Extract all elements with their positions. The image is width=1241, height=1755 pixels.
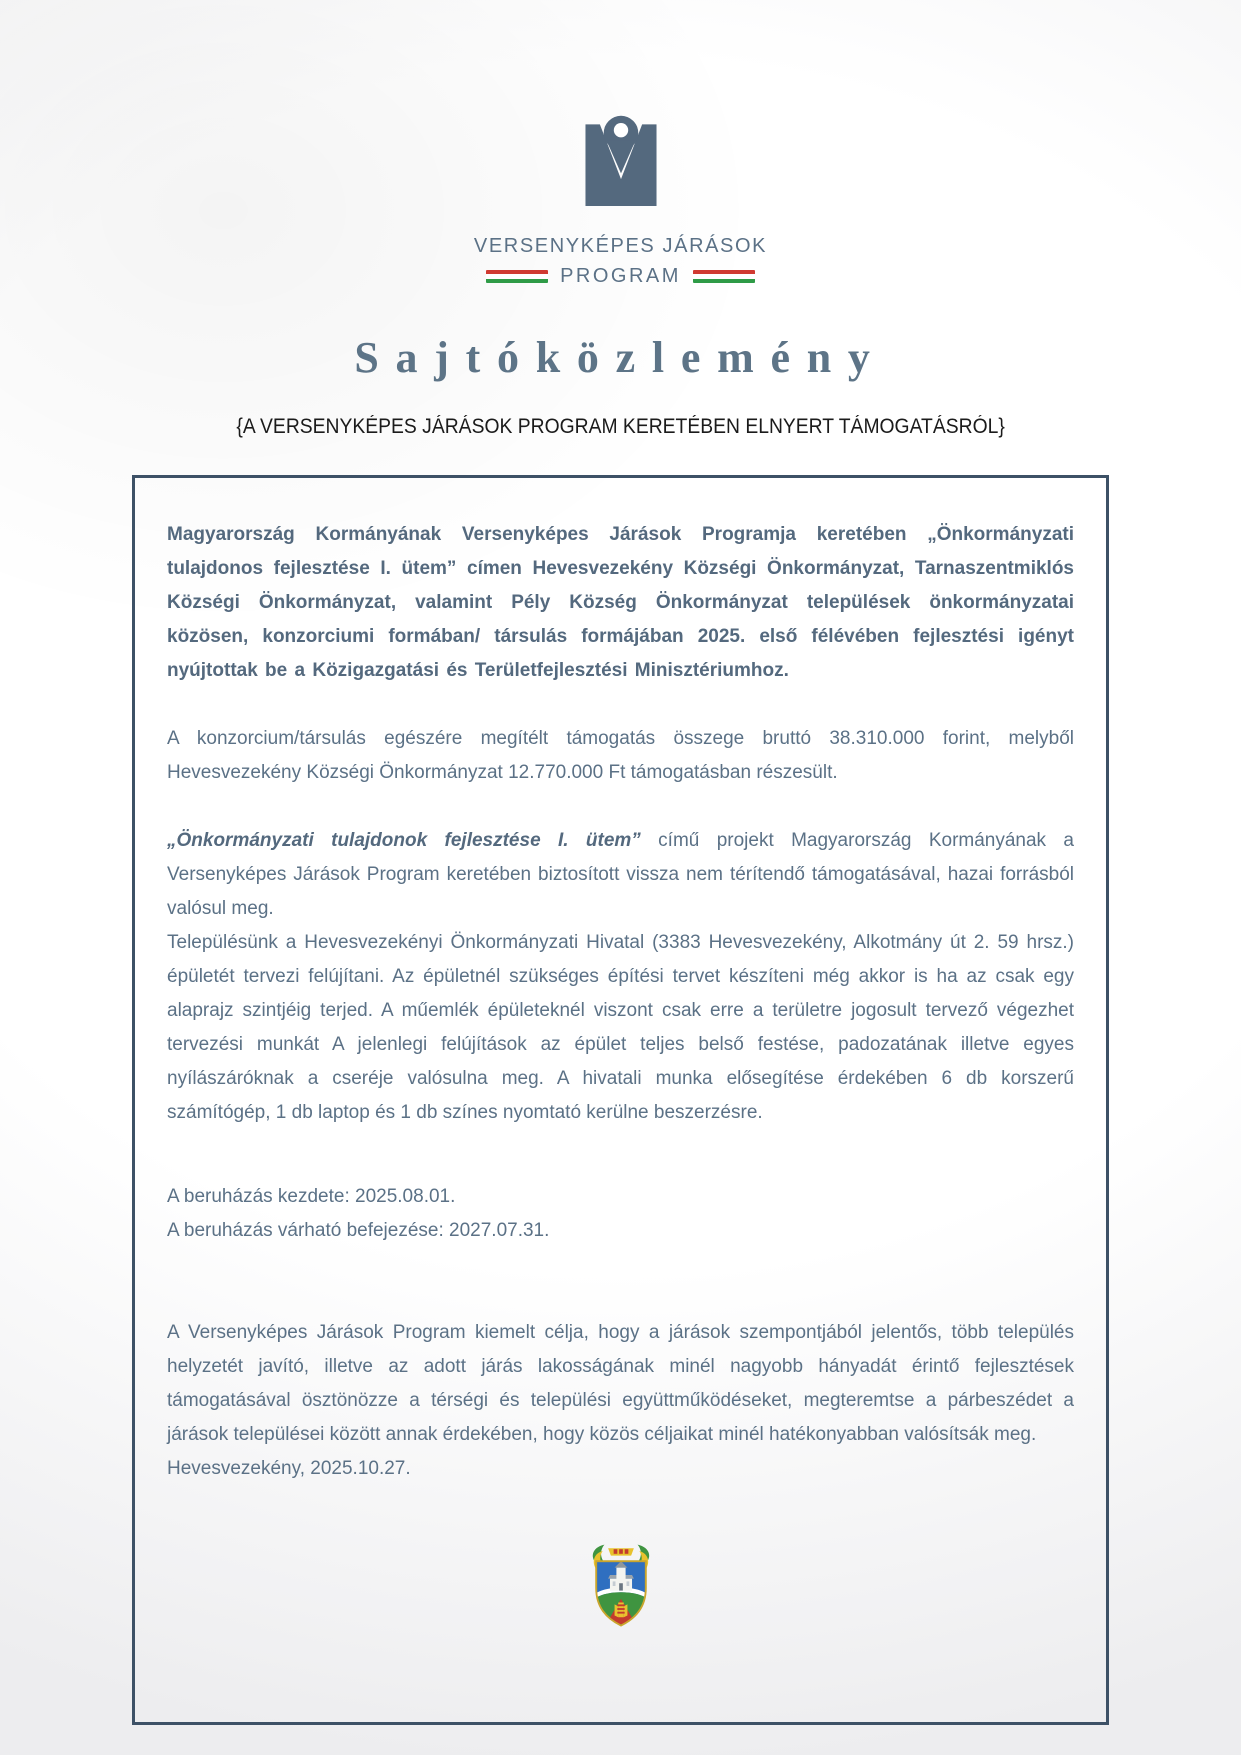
- footer-crest-row: [167, 1540, 1074, 1644]
- project-title-paragraph: [167, 824, 1074, 926]
- page-subtitle-row: [0, 415, 1241, 439]
- program-goal-block: [167, 1316, 1074, 1486]
- investment-end-date: A beruházás várható befejezése: 2027.07.31.: [167, 1220, 550, 1241]
- project-title-rest: című projekt Magyarország Kormányának a Versenyképes Járások Program keretében biztosított vissza nem térítendő támogatásával, hazai forrásból valósul meg.: [167, 830, 1074, 919]
- program-goal-paragraph: A Versenyképes Járások Program kiemelt célja, hogy a járások szempontjából jelentős, több település helyzetét javító, illetve az adott járás lakosságának minél nagyobb hányadát érintő fejlesztések támogatásával ösztönözze a térségi és települési együttműködéseket, megteremtse a párbeszédet a járások települései között annak érdekében, hogy közös céljaikat minél hatékonyabban valósítsák meg.: [167, 1322, 1074, 1445]
- logo-wordmark-row: [0, 265, 1241, 288]
- location-pin-logo-icon: [583, 110, 659, 206]
- project-title-quote: „Önkormányzati tulajdonok fejlesztése I. ütem”: [167, 830, 641, 851]
- logo-wordmark-line1: VERSENYKÉPES JÁRÁSOK: [473, 235, 768, 257]
- intro-paragraph: Magyarország Kormányának Versenyképes Járások Programja keretében „Önkormányzati tulajdonos fejlesztése I. ütem” címen Hevesvezekény Községi Önkormányzat, Tarnaszentmiklós Községi Önkormányzat, valamint Pély Község Önkormányzat települések önkormányzatai közösen, konzorciumi formában/ társulás formájában 2025. első félévében fejlesztési igényt nyújtottak be a Közigazgatási és Területfejlesztési Minisztériumhoz.: [167, 524, 1074, 681]
- logo-wordmark-line2: PROGRAM: [560, 265, 681, 287]
- program-header: [0, 0, 1241, 288]
- place-date-signature: Hevesvezekény, 2025.10.27.: [167, 1458, 411, 1479]
- page-subtitle: {A VERSENYKÉPES JÁRÁSOK PROGRAM KERETÉBEN ELNYERT TÁMOGATÁSRÓL}: [236, 415, 1005, 438]
- project-details-paragraph: Településünk a Hevesvezekényi Önkormányzati Hivatal (3383 Hevesvezekény, Alkotmány út 2. 59 hrsz.) épületét tervezi felújítani. Az épületnél szükséges építési tervet készíteni még akkor is ha az csak egy alaprajz szintjéig terjed. A műemlék épületeknél viszont csak erre a területre jogosult tervező végezhet tervezési munkát A jelenlegi felújítások az épület teljes belső festése, padozatának illetve egyes nyílászáróknak a cseréje valósulna meg. A hivatali munka elősegítése érdekében 6 db korszerű számítógép, 1 db laptop és 1 db színes nyomtató kerülne beszerzésre.: [167, 932, 1074, 1123]
- hungarian-flag-bar-right-icon: [693, 270, 755, 283]
- investment-start-date: A beruházás kezdete: 2025.08.01.: [167, 1186, 456, 1207]
- village-coat-of-arms-icon: [584, 1540, 658, 1632]
- press-release-body-box: [132, 475, 1109, 1725]
- investment-dates-block: [167, 1180, 1074, 1248]
- hungarian-flag-bar-left-icon: [486, 270, 548, 283]
- grant-amount-paragraph: A konzorcium/társulás egészére megítélt támogatás összege bruttó 38.310.000 forint, melyből Hevesvezekény Községi Önkormányzat 12.770.000 Ft támogatásban részesült.: [167, 728, 1074, 783]
- page-title: Sajtóközlemény: [354, 333, 887, 382]
